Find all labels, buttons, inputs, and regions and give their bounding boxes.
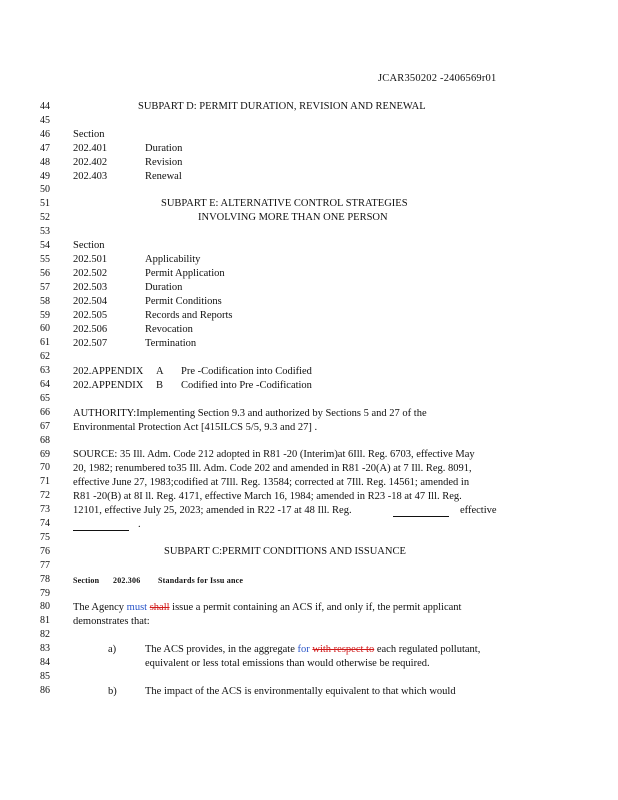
line-number: 69 bbox=[40, 448, 50, 460]
section-heading-title: Standards for Issu ance bbox=[158, 576, 244, 585]
subpart-d-title: SUBPART D: PERMIT DURATION, REVISION AND RENEWAL bbox=[138, 101, 426, 112]
toc2-num: 202.504 bbox=[73, 296, 108, 307]
line-number: 71 bbox=[40, 476, 50, 488]
line-number: 54 bbox=[40, 240, 50, 251]
paragraph-80-line2: demonstrates that: bbox=[73, 616, 150, 627]
subpart-e-title-line2: INVOLVING MORE THAN ONE PERSON bbox=[198, 212, 388, 223]
toc2-num: 202.501 bbox=[73, 254, 108, 265]
appendix-num: 202.APPENDIX bbox=[73, 380, 144, 391]
source-effective: effective bbox=[460, 505, 497, 516]
subpart-c-title: SUBPART C:PERMIT CONDITIONS AND ISSUANCE bbox=[164, 546, 406, 557]
toc2-title: Termination bbox=[145, 338, 197, 349]
line-number: 61 bbox=[40, 337, 50, 349]
line-number: 78 bbox=[40, 573, 50, 585]
toc2-num: 202.502 bbox=[73, 268, 108, 279]
line-number: 86 bbox=[40, 684, 50, 696]
line-number: 56 bbox=[40, 267, 50, 279]
line-number: 66 bbox=[40, 406, 50, 418]
line-number: 80 bbox=[40, 601, 50, 613]
line-number: 62 bbox=[40, 351, 50, 363]
toc1-section-label: Section bbox=[73, 129, 105, 140]
deleted-text: shall bbox=[149, 602, 170, 613]
toc2-title: Duration bbox=[145, 282, 183, 293]
line-number: 59 bbox=[40, 309, 50, 321]
toc2-title: Permit Application bbox=[145, 268, 225, 279]
line-number: 46 bbox=[40, 128, 50, 140]
line-number: 50 bbox=[40, 184, 50, 196]
line-number: 47 bbox=[40, 142, 50, 154]
source-line: effective June 27, 1983;codified at 7Ill. Reg. 13584; corrected at 7Ill. Reg. 14561; amended in bbox=[73, 477, 470, 488]
toc1-num: 202.402 bbox=[73, 157, 108, 168]
appendix-letter: A bbox=[156, 366, 164, 377]
source-line: SOURCE: 35 Ill. Adm. Code 212 adopted in R81 -20 (Interim)at 6Ill. Reg. 6703, effective May bbox=[73, 449, 475, 460]
section-heading-num: 202.306 bbox=[113, 576, 141, 585]
item-b-label: b) bbox=[108, 686, 117, 697]
para-text: The Agency bbox=[73, 602, 127, 613]
item-text: each regulated pollutant, bbox=[374, 644, 481, 655]
authority-line: AUTHORITY:Implementing Section 9.3 and authorized by Sections 5 and 27 of the bbox=[73, 408, 427, 419]
toc2-title: Records and Reports bbox=[145, 310, 233, 321]
line-number: 67 bbox=[40, 420, 50, 432]
line-number: 60 bbox=[40, 323, 50, 335]
para-text: issue a permit containing an ACS if, and only if, the permit applicant bbox=[169, 602, 462, 613]
toc2-num: 202.506 bbox=[73, 324, 108, 335]
line-number: 65 bbox=[40, 392, 50, 404]
line-number: 76 bbox=[40, 545, 50, 557]
source-line: 20, 1982; renumbered to35 Ill. Adm. Code 202 and amended in R81 -20(A) at 7 Ill. Reg. 8091, bbox=[73, 463, 472, 474]
line-number: 75 bbox=[40, 531, 50, 543]
appendix-title: Pre -Codification into Codified bbox=[181, 366, 312, 377]
item-b-line1: The impact of the ACS is environmentally equivalent to that which would bbox=[145, 686, 456, 697]
line-number: 45 bbox=[40, 114, 50, 126]
blank-effective-date-line bbox=[73, 519, 129, 531]
line-number: 81 bbox=[40, 615, 50, 627]
deleted-text: with respect to bbox=[312, 644, 375, 655]
toc2-title: Revocation bbox=[145, 324, 193, 335]
paragraph-80-line1 bbox=[73, 602, 461, 613]
line-number: 51 bbox=[40, 198, 50, 210]
subpart-e-title-line1: SUBPART E: ALTERNATIVE CONTROL STRATEGIES bbox=[161, 198, 408, 209]
line-number: 83 bbox=[40, 643, 50, 655]
line-number: 68 bbox=[40, 434, 50, 446]
toc1-title: Renewal bbox=[145, 171, 182, 182]
authority-line: Environmental Protection Act [415ILCS 5/5, 9.3 and 27] . bbox=[73, 422, 318, 433]
line-number: 64 bbox=[40, 379, 50, 390]
appendix-letter: B bbox=[156, 380, 164, 391]
line-number: 58 bbox=[40, 295, 50, 307]
inserted-text: for bbox=[297, 644, 310, 655]
line-number: 57 bbox=[40, 281, 50, 293]
toc2-title: Applicability bbox=[145, 254, 201, 265]
toc2-num: 202.505 bbox=[73, 310, 108, 321]
appendix-num: 202.APPENDIX bbox=[73, 366, 144, 377]
line-number: 72 bbox=[40, 490, 50, 502]
toc1-num: 202.403 bbox=[73, 171, 108, 182]
item-a-label: a) bbox=[108, 644, 117, 655]
line-number: 53 bbox=[40, 226, 50, 238]
source-line: R81 -20(B) at 8I ll. Reg. 4171, effective March 16, 1984; amended in R23 -18 at 47 Ill. Reg. bbox=[73, 491, 462, 502]
line-number: 85 bbox=[40, 670, 50, 682]
section-heading-label: Section bbox=[73, 576, 100, 585]
toc2-section-label: Section bbox=[73, 240, 105, 251]
item-text: The ACS provides, in the aggregate bbox=[145, 644, 298, 655]
toc1-title: Revision bbox=[145, 157, 183, 168]
item-a-line1 bbox=[145, 644, 480, 655]
line-number: 70 bbox=[40, 462, 50, 474]
appendix-title: Codified into Pre -Codification bbox=[181, 380, 312, 391]
toc1-num: 202.401 bbox=[73, 143, 108, 154]
line-number: 49 bbox=[40, 170, 50, 182]
toc1-title: Duration bbox=[145, 143, 183, 154]
line-number: 52 bbox=[40, 212, 50, 224]
source-line: 12101, effective July 25, 2023; amended in R22 -17 at 48 Ill. Reg. bbox=[73, 505, 352, 516]
line-number: 55 bbox=[40, 253, 50, 265]
inserted-text: must bbox=[126, 602, 148, 613]
toc2-num: 202.503 bbox=[73, 282, 108, 293]
line-number: 82 bbox=[40, 629, 50, 641]
line-number: 77 bbox=[40, 559, 50, 571]
line-number: 44 bbox=[40, 101, 50, 112]
line-number: 48 bbox=[40, 156, 50, 168]
line-number: 73 bbox=[40, 504, 50, 516]
item-a-line2: equivalent or less total emissions than would otherwise be required. bbox=[145, 658, 430, 669]
line-number: 74 bbox=[40, 518, 50, 529]
source-end-period: . bbox=[138, 519, 141, 530]
blank-register-line bbox=[393, 505, 449, 517]
line-number: 84 bbox=[40, 657, 50, 668]
line-number: 79 bbox=[40, 587, 50, 599]
line-number: 63 bbox=[40, 365, 50, 377]
toc2-title: Permit Conditions bbox=[145, 296, 222, 307]
toc2-num: 202.507 bbox=[73, 338, 108, 349]
document-id: JCAR350202 -2406569r01 bbox=[378, 73, 497, 84]
